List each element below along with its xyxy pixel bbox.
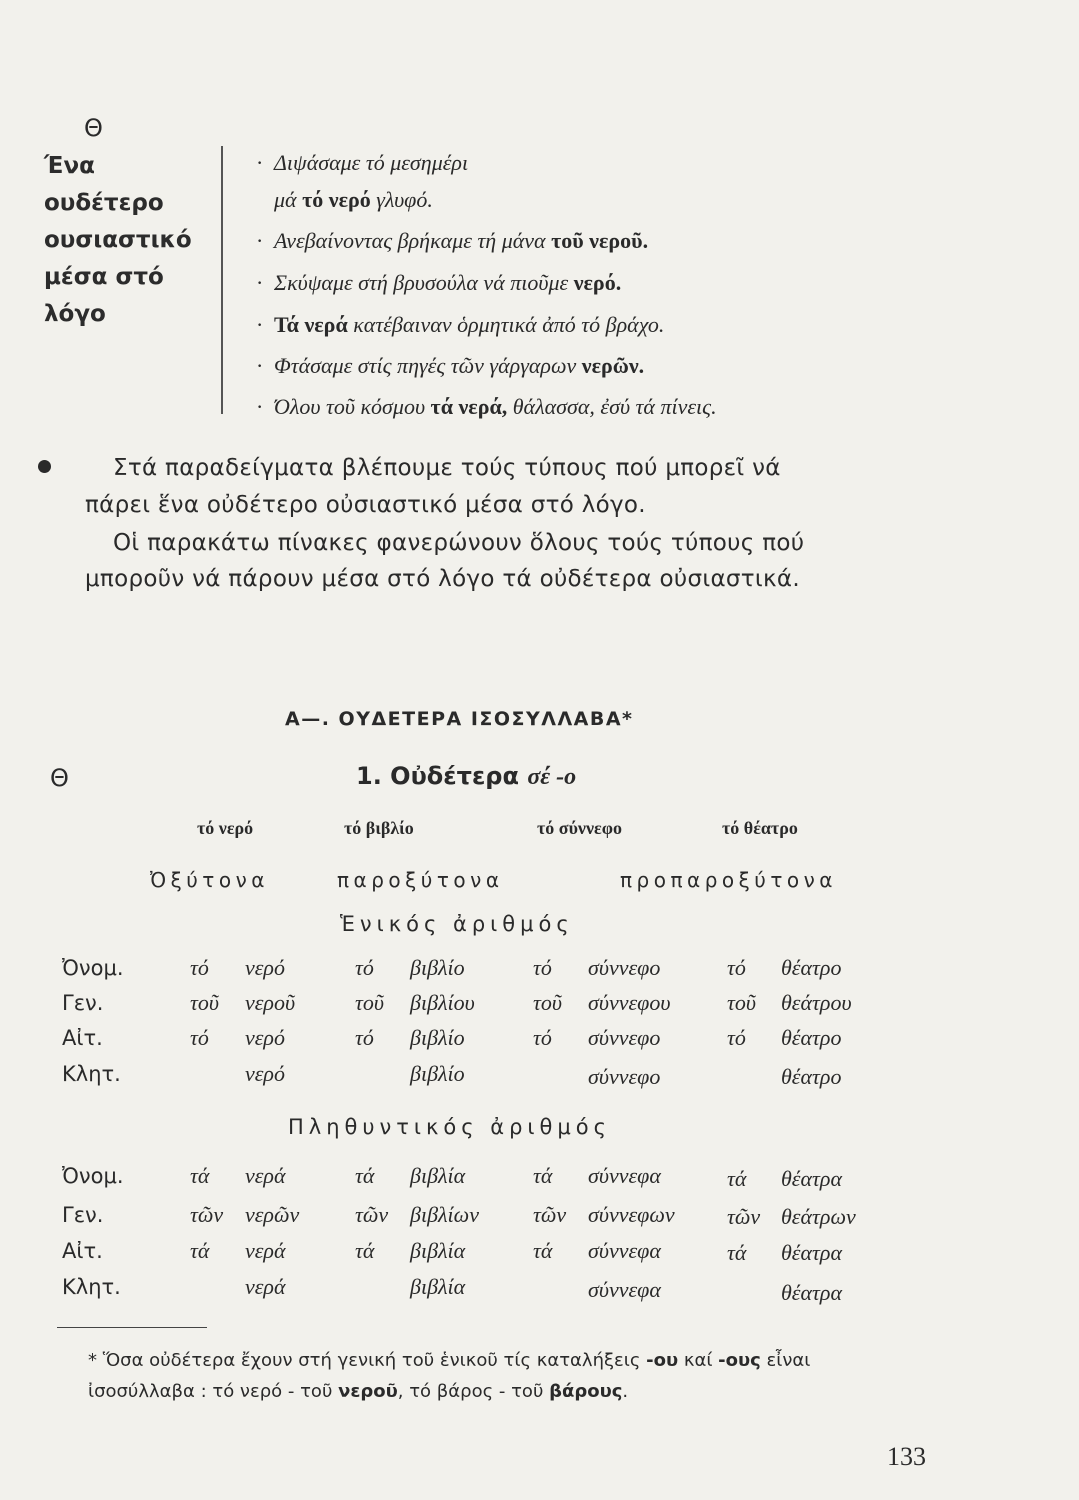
footnote-rule xyxy=(57,1327,207,1328)
theta-symbol-icon: Θ xyxy=(84,114,103,142)
article-cell: τῶν xyxy=(355,1202,389,1227)
stress-label: προπαροξύτονα xyxy=(620,868,837,892)
footnote-line xyxy=(88,1350,810,1371)
example-text xyxy=(274,353,644,378)
bold-run: -ου xyxy=(646,1350,679,1371)
example-text xyxy=(274,187,433,212)
noun-cell: σύννεφο xyxy=(588,1025,661,1050)
article-cell: τά xyxy=(533,1238,553,1263)
noun-cell: βιβλίων xyxy=(410,1202,479,1227)
example-word: τό σύννεφο xyxy=(537,818,622,838)
noun-cell: βιβλία xyxy=(410,1238,466,1263)
bold-run: νεροῦ xyxy=(338,1381,398,1402)
text-run: κατέβαιναν ὁρμητικά ἀπό τό βράχο. xyxy=(347,312,665,337)
bold-run: νερῶν. xyxy=(581,353,645,378)
noun-cell: σύννεφου xyxy=(588,990,671,1015)
bullet-icon xyxy=(38,460,51,473)
example-line: · Ανεβαίνοντας βρήκαμε τή μάνα τοῦ νεροῦ. xyxy=(256,228,649,253)
subtitle-main: 1. Οὐδέτερα xyxy=(356,762,528,790)
noun-cell: βιβλίου xyxy=(410,990,475,1015)
example-line: · Διψάσαμε τό μεσημέρι xyxy=(256,150,469,175)
article-cell: τοῦ xyxy=(533,990,562,1015)
noun-cell: σύννεφα xyxy=(588,1163,661,1188)
noun-cell: σύννεφο xyxy=(588,1064,661,1089)
case-label: Αἰτ. xyxy=(62,1239,103,1263)
noun-cell: θεάτρων xyxy=(781,1204,856,1229)
bold-run: τό νερό xyxy=(302,187,371,212)
singular-heading: Ἑνικός ἀριθμός xyxy=(340,912,574,936)
text-run: εἶναι xyxy=(760,1350,811,1371)
article-cell: τό xyxy=(355,1025,374,1050)
example-text xyxy=(274,394,717,419)
noun-cell: νερό xyxy=(245,955,285,980)
footnote-line xyxy=(88,1381,628,1402)
stress-label: Ὀξύτονα xyxy=(150,868,269,892)
case-label: Κλητ. xyxy=(62,1275,121,1299)
article-cell: τό xyxy=(533,955,552,980)
article-cell: τά xyxy=(355,1238,375,1263)
text-run: Όλου τοῦ κόσμου xyxy=(274,394,431,419)
noun-cell: θέατρο xyxy=(781,1064,842,1089)
article-cell: τά xyxy=(355,1163,375,1188)
case-label: Ὀνομ. xyxy=(62,1164,124,1188)
noun-cell: νερά xyxy=(245,1163,286,1188)
example-text xyxy=(274,150,468,175)
text-run: , τό βάρος - τοῦ xyxy=(397,1381,550,1402)
case-label: Αἰτ. xyxy=(62,1026,103,1050)
article-cell: τῶν xyxy=(533,1202,567,1227)
text-run: * Ὅσα οὐδέτερα ἔχουν στή γενική τοῦ ἑνικοῦ τίς καταλήξεις xyxy=(88,1350,647,1371)
example-word: τό νερό xyxy=(197,818,254,838)
noun-cell: νερό xyxy=(245,1025,285,1050)
side-title-line: λόγο xyxy=(44,301,106,327)
text-run: Σκύψαμε στή βρυσούλα νά πιοῦμε xyxy=(274,270,574,295)
article-cell: τά xyxy=(190,1238,210,1263)
article-cell: τό xyxy=(727,955,746,980)
text-run: θάλασσα, ἐσύ τά πίνεις. xyxy=(507,394,717,419)
vertical-divider xyxy=(221,146,223,414)
article-cell: τῶν xyxy=(190,1202,224,1227)
bold-run: βάρους xyxy=(549,1381,623,1402)
article-cell: τοῦ xyxy=(727,990,756,1015)
text-run: Φτάσαμε στίς πηγές τῶν γάργαρων xyxy=(274,353,582,378)
side-title-line: ουσιαστικό xyxy=(44,227,192,253)
article-cell: τῶν xyxy=(727,1204,761,1229)
paragraph-line: μποροῦν νά πάρουν μέσα στό λόγο τά οὐδέτερα οὐσιαστικά. xyxy=(85,566,800,592)
text-run: μά xyxy=(274,187,303,212)
noun-cell: θέατρα xyxy=(781,1280,843,1305)
side-title xyxy=(44,148,192,333)
article-cell: τό xyxy=(190,1025,209,1050)
article-cell: τά xyxy=(727,1166,747,1191)
noun-cell: νεροῦ xyxy=(245,990,296,1015)
text-run: Διψάσαμε τό μεσημέρι xyxy=(274,150,469,175)
bold-run: νερό. xyxy=(573,270,622,295)
noun-cell: βιβλίο xyxy=(410,955,465,980)
case-label: Κλητ. xyxy=(62,1062,121,1086)
noun-cell: βιβλίο xyxy=(410,1025,465,1050)
noun-cell: βιβλίο xyxy=(410,1061,465,1086)
article-cell: τό xyxy=(190,955,209,980)
page-number: 133 xyxy=(887,1442,926,1471)
article-cell: τά xyxy=(533,1163,553,1188)
text-run: ἰσοσύλλαβα : τό νερό - τοῦ xyxy=(88,1381,339,1402)
text-run: γλυφό. xyxy=(370,187,433,212)
noun-cell: νερῶν xyxy=(245,1202,300,1227)
example-line: · Όλου τοῦ κόσμου τά νερά, θάλασσα, ἐσύ τά πίνεις. xyxy=(256,394,717,419)
noun-cell: θεάτρου xyxy=(781,990,852,1015)
example-line: · Φτάσαμε στίς πηγές τῶν γάργαρων νερῶν. xyxy=(256,353,645,378)
text-run: Ανεβαίνοντας βρήκαμε τή μάνα xyxy=(274,228,552,253)
noun-cell: βιβλία xyxy=(410,1163,466,1188)
noun-cell: σύννεφα xyxy=(588,1238,661,1263)
side-title-line: ουδέτερο xyxy=(44,190,164,216)
example-text xyxy=(274,270,621,295)
bold-run: τοῦ νεροῦ. xyxy=(551,228,649,253)
case-label: Γεν. xyxy=(62,991,104,1015)
example-word: τό θέατρο xyxy=(722,818,798,838)
article-cell: τοῦ xyxy=(190,990,219,1015)
article-cell: τοῦ xyxy=(355,990,384,1015)
text-run: καί xyxy=(678,1350,719,1371)
noun-cell: νερά xyxy=(245,1274,286,1299)
example-text xyxy=(274,228,648,253)
noun-cell: θέατρα xyxy=(781,1166,843,1191)
section-subtitle xyxy=(356,762,576,791)
stress-label: παροξύτονα xyxy=(337,868,504,892)
noun-cell: θέατρο xyxy=(781,955,842,980)
text-run: . xyxy=(622,1381,629,1402)
example-line: · Τά νερά κατέβαιναν ὁρμητικά ἀπό τό βράχο. xyxy=(256,312,665,337)
bold-run: -ους xyxy=(718,1350,761,1371)
noun-cell: σύννεφα xyxy=(588,1277,661,1302)
theta-symbol-icon: Θ xyxy=(50,764,69,792)
article-cell: τά xyxy=(190,1163,210,1188)
subtitle-ending: σέ -ο xyxy=(527,764,577,790)
article-cell: τά xyxy=(727,1240,747,1265)
article-cell: τό xyxy=(727,1025,746,1050)
article-cell: τό xyxy=(355,955,374,980)
side-title-line: μέσα στό xyxy=(44,264,164,290)
noun-cell: θέατρα xyxy=(781,1240,843,1265)
section-title: Α—. ΟΥΔΕΤΕΡΑ ΙΣΟΣΥΛΛΑΒΑ* xyxy=(285,708,634,730)
noun-cell: θέατρο xyxy=(781,1025,842,1050)
noun-cell: βιβλία xyxy=(410,1274,466,1299)
example-text xyxy=(274,312,664,337)
example-word: τό βιβλίο xyxy=(344,818,414,838)
example-line: · Σκύψαμε στή βρυσούλα νά πιοῦμε νερό. xyxy=(256,270,622,295)
paragraph-line: Στά παραδείγματα βλέπουμε τούς τύπους πού μπορεῖ νά xyxy=(113,455,781,481)
noun-cell: νερό xyxy=(245,1061,285,1086)
plural-heading: Πληθυντικός ἀριθμός xyxy=(288,1115,611,1139)
paragraph-line: Οἱ παρακάτω πίνακες φανερώνουν ὅλους τούς τύπους πού xyxy=(113,530,805,556)
case-label: Ὀνομ. xyxy=(62,956,124,980)
noun-cell: νερά xyxy=(245,1238,286,1263)
side-title-line: Ένα xyxy=(44,153,95,179)
bold-run: Τά νερά xyxy=(274,312,348,337)
paragraph-line: πάρει ἕνα οὐδέτερο οὐσιαστικό μέσα στό λόγο. xyxy=(85,492,646,518)
example-line xyxy=(274,187,433,213)
noun-cell: σύννεφων xyxy=(588,1202,675,1227)
article-cell: τό xyxy=(533,1025,552,1050)
case-label: Γεν. xyxy=(62,1203,104,1227)
noun-cell: σύννεφο xyxy=(588,955,661,980)
bold-run: τά νερά, xyxy=(430,394,508,419)
